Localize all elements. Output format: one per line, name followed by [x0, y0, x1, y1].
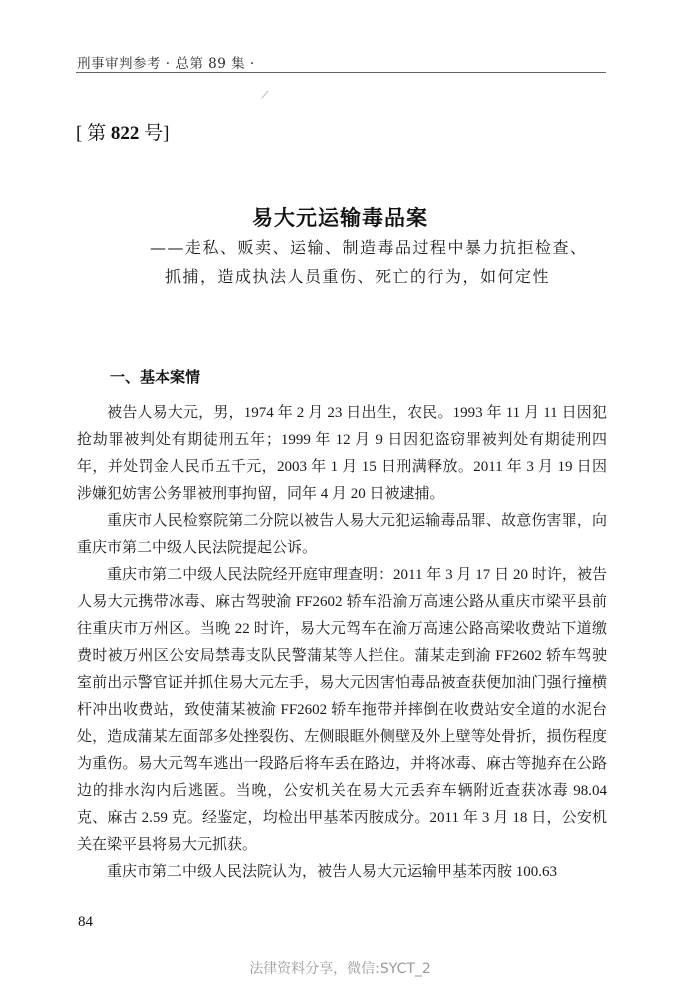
- case-subtitle-line2: 抓捕，造成执法人员重伤、死亡的行为，如何定性: [165, 267, 551, 286]
- scan-artifact: [261, 90, 268, 98]
- case-number-value: 822: [110, 123, 140, 144]
- watermark: 法律资料分享，微信:SYCT_2: [249, 961, 431, 977]
- paragraph-facts: 重庆市第二中级人民法院经开庭审理查明：2011 年 3 月 17 日 20 时许，被告人易大元携带冰毒、麻古驾驶渝 FF2602 轿车沿渝万高速公路从重庆市梁平县前往重庆市万州区。当晚 22 时许，易大元驾车在渝万高速公路高梁收费站下道缴费时被万州区公安局禁毒支队民警蒲某等人拦住。蒲某走到渝 FF2602 轿车驾驶室前出示警官证并抓住易大元左手，易大元因害怕毒品被查获便加油门强行撞横杆冲出收费站，致使蒲某被渝 FF2602 轿车拖带并摔倒在收费站安全道的水泥台处，造成蒲某左面部多处挫裂伤、左侧眼眶外侧壁及外上壁等处骨折，损伤程度为重伤。易大元驾车逃出一段路后将车丢在路边，并将冰毒、麻古等抛弃在公路边的排水沟内后逃匿。当晚，公安机关在易大元丢弃车辆附近查获冰毒 98.04 克、麻古 2.59 克。经鉴定，均检出甲基苯丙胺成分。2011 年 3 月 18 日，公安机关在梁平县将易大元抓获。: [77, 567, 607, 853]
- running-header: 刑事审判参考 · 总第 89 集 ·: [77, 56, 255, 72]
- header-rule: [76, 72, 606, 73]
- case-number-prefix: [ 第: [76, 123, 111, 144]
- case-number-suffix: 号]: [139, 123, 170, 144]
- paragraph-court-opinion: 重庆市第二中级人民法院认为，被告人易大元运输甲基苯丙胺 100.63: [107, 864, 558, 880]
- paragraph-defendant-info: 被告人易大元，男，1974 年 2 月 23 日出生，农民。1993 年 11 月 11 日因犯抢劫罪被判处有期徒刑五年；1999 年 12 月 9 日因犯盗窃罪被判处有期徒刑四年，并处罚金人民币五千元，2003 年 1 月 15 日刑满释放。2011 年 3 月 19 日因涉嫌犯妨害公务罪被刑事拘留，同年 4 月 20 日被逮捕。: [77, 405, 607, 502]
- case-number: [76, 118, 169, 145]
- case-title: 易大元运输毒品案: [252, 205, 428, 230]
- section-heading: 一、基本案情: [110, 368, 201, 386]
- body-text: [77, 400, 607, 886]
- paragraph-prosecution: 重庆市人民检察院第二分院以被告人易大元犯运输毒品罪、故意伤害罪，向重庆市第二中级人民法院提起公诉。: [77, 513, 607, 556]
- page-number: 84: [78, 914, 93, 930]
- case-subtitle-line1: ——走私、贩卖、运输、制造毒品过程中暴力抗拒检查、: [150, 238, 588, 257]
